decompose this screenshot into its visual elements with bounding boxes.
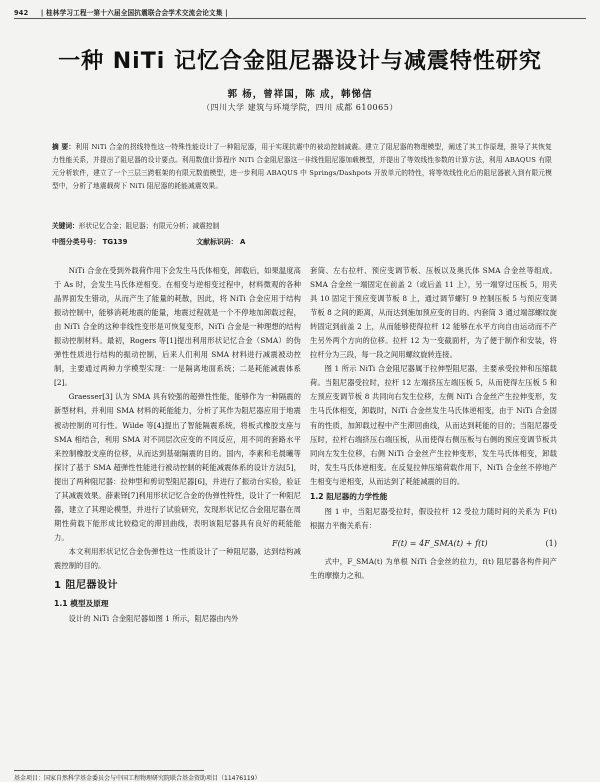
paragraph: Graesser[3] 认为 SMA 具有较强的超弹性性能，能够作为一种隔震的新型材料，并利用 SMA 材料的耗能能力，分析了其作为阻尼器应用于地震被动控制的可行性。Wilde 等[4]提出了智能隔震系统，将板式橡胶支座与 SMA 相结合，利用 SMA 对不同层次应变的不同反应，用不同的套路水平来控制橡胶支座的位移，从而达到基础隔震的目的。国内，李素和毛晨曦等探讨了基于 SMA 超弹性性能进行被动控制的耗能减震体系的设计方法[5]，提出了两种阻尼器：拉伸型和剪切型阻尼器[6]，并进行了振动台实验，验证了其减震效果。薛素铎[7]利用形状记忆合金的伪弹性特性，设计了一种阻尼器，建立了其理论模型，并进行了试验研究，发现形状记忆合金阻尼器在周期性荷载下能形成比较稳定的滞回曲线，表明该阻尼器具有良好的耗能能力。 [54,392,301,542]
doc-code-label: 文献标识码： [196,238,238,246]
abstract-text: 利用 NiTi 合金的拐线特性这一特殊性能设计了一种阻尼器，用于实现抗震中的被动控制减震。建立了阻尼器的物理模型，阐述了其工作原理，推导了其恢复力性能关系，并提出了阻尼器的设计要点。利用数值计算程序 NiTi 合金阻尼器这一非线性阻尼器加载模型，并提出了等效线性参数的计算方法，利用 ABAQUS 有限元分析软件，建立了一个三层三跨框架的有限元数值模型，进一步利用 ABAQUS 中 Springs/Dashpots 开放单元的特性，将等效线性化后的阻尼器嵌入到有限元模型中，分析了地震载荷下 NiTi 阻尼器的耗能减震效果。 [52,143,552,190]
keywords-label: 关键词： [52,222,79,230]
keywords [52,220,552,230]
equation-number: (1) [545,538,557,548]
left-column [54,264,301,626]
subsection-heading: 1.2 阻尼器的力学性能 [310,491,388,501]
paragraph: 本文利用形状记忆合金伪弹性这一性质设计了一种阻尼器，达到结构减震控制的目的。 [54,546,301,570]
footnote: 基金项目：国家自然科学基金委员会与中国工程物理研究院联合基金资助项目（11476119） [14,775,261,782]
running-head [14,7,586,17]
paragraph: 式中，F_SMA(t) 为单根 NiTi 合金丝的拉力，f(t) 阻尼器各构件间产生的摩擦力之和。 [310,556,557,580]
doc-code-value: A [239,238,246,246]
paper-title: 一种 NiTi 记忆合金阻尼器设计与减震特性研究 [58,49,542,74]
section-heading: 1 阻尼器设计 [54,580,118,592]
equation-body: F(t) = 4F_SMA(t) + f(t) [392,538,488,548]
authors: 郭 杨，曾祥国，陈 成，韩悌信 [227,89,373,100]
paragraph: NiTi 合金在受到外载荷作用下会发生马氏体相变，卸载后，如果温度高于 As 时，会发生马氏体逆相变。在相变与逆相变过程中，材料微观的各种晶界面发生错动，从而产生了能量的耗散，因此，将 NiTi 合金应用于结构振动控制中，能够消耗地震的能量，地震过程就是一个不停地加卸载过程，由 NiTi 合金的这种非线性变形是可恢复变形，NiTi 合金是一种理想的结构振动控制材料。最初，Rogers 等[1]提出利用形状记忆合金（SMA）的伪弹性性质进行结构的振动控制，后来人们利用 SMA 材料进行减震被动控制，主要通过两种力学模型实现：一是隔离地面系统；二是耗能减震体系[2]。 [54,266,301,388]
page-number: 942 [14,9,29,17]
subsection-heading: 1.1 模型及原理 [54,599,109,609]
affiliation: （四川大学 建筑与环境学院，四川 成都 610065） [202,103,398,112]
classification [52,236,552,246]
right-column [310,264,557,583]
keywords-text: 形状记忆合金；阻尼器；有限元分析；减震控制 [78,222,220,230]
paragraph: 图 1 所示 NiTi 合金阻尼器属于拉伸型阻尼器，主要承受拉伸和压缩载荷。当阻尼器受拉时，拉杆 12 左端挤压左端压板 5，从而使得左压板 5 和左预应变调节板 8 共同向右发生位移，左侧 NiTi 合金丝产生拉伸变形，发生马氏体相变，卸载时，NiTi 合金丝发生马氏体逆相变，由于 NiTi 合金固有的性质，加卸载过程中产生滞回曲线，从而达到耗能的目的；当阻尼器受压时，拉杆右端挤压右端压板，从而使得右侧压板与右侧的预应变调节板共同向左发生位移，右侧 NiTi 合金丝产生拉伸变形，发生马氏体相变，卸载时，发生马氏体逆相变。在反复拉伸压缩荷载作用下，NiTi 合金丝不停地产生相变与逆相变，从而达到了耗能减震的目的。 [310,364,557,486]
running-title: | 桂林学习工程一第十六届全国抗震联合会学术交流会论文集 | [40,9,228,17]
clc-value: TG139 [102,238,128,246]
abstract [52,141,552,193]
paragraph: 设计的 NiTi 合金阻尼器如图 1 所示，阻尼器由内外 [68,614,239,624]
paragraph: 套筒、左右拉杆、预应变调节板、压板以及奥氏体 SMA 合金丝等组成。SMA 合金丝一端固定在前盖 2（或后盖 11 上），另一端穿过压板 5，用夹具 10 固定于预应变调节板 8 上，通过调节螺钉 9 控制压板 5 与预应变调节板 8 之间的距离，从而达到施加预应变的目的。内套筒 3 通过端部螺纹旋转固定到前盖 2 上，从而能够使得拉杆 12 能够在水平方向自由运动而不产生另外两个方向的位移。拉杆 12 为一变截面杆，为了便于制作和安装，将拉杆分为三段，每一段之间用螺纹旋转连接。 [310,266,557,360]
abstract-label: 摘 要： [52,143,76,151]
header-rule [14,18,586,19]
footnote-rule [14,770,204,771]
equation [310,537,557,551]
clc-label: 中图分类号号： [52,238,101,246]
paragraph: 图 1 中，当阻尼器受拉时，假设拉杆 12 受拉力随时间的关系为 F(t) 根据力平衡关系有： [310,506,557,530]
